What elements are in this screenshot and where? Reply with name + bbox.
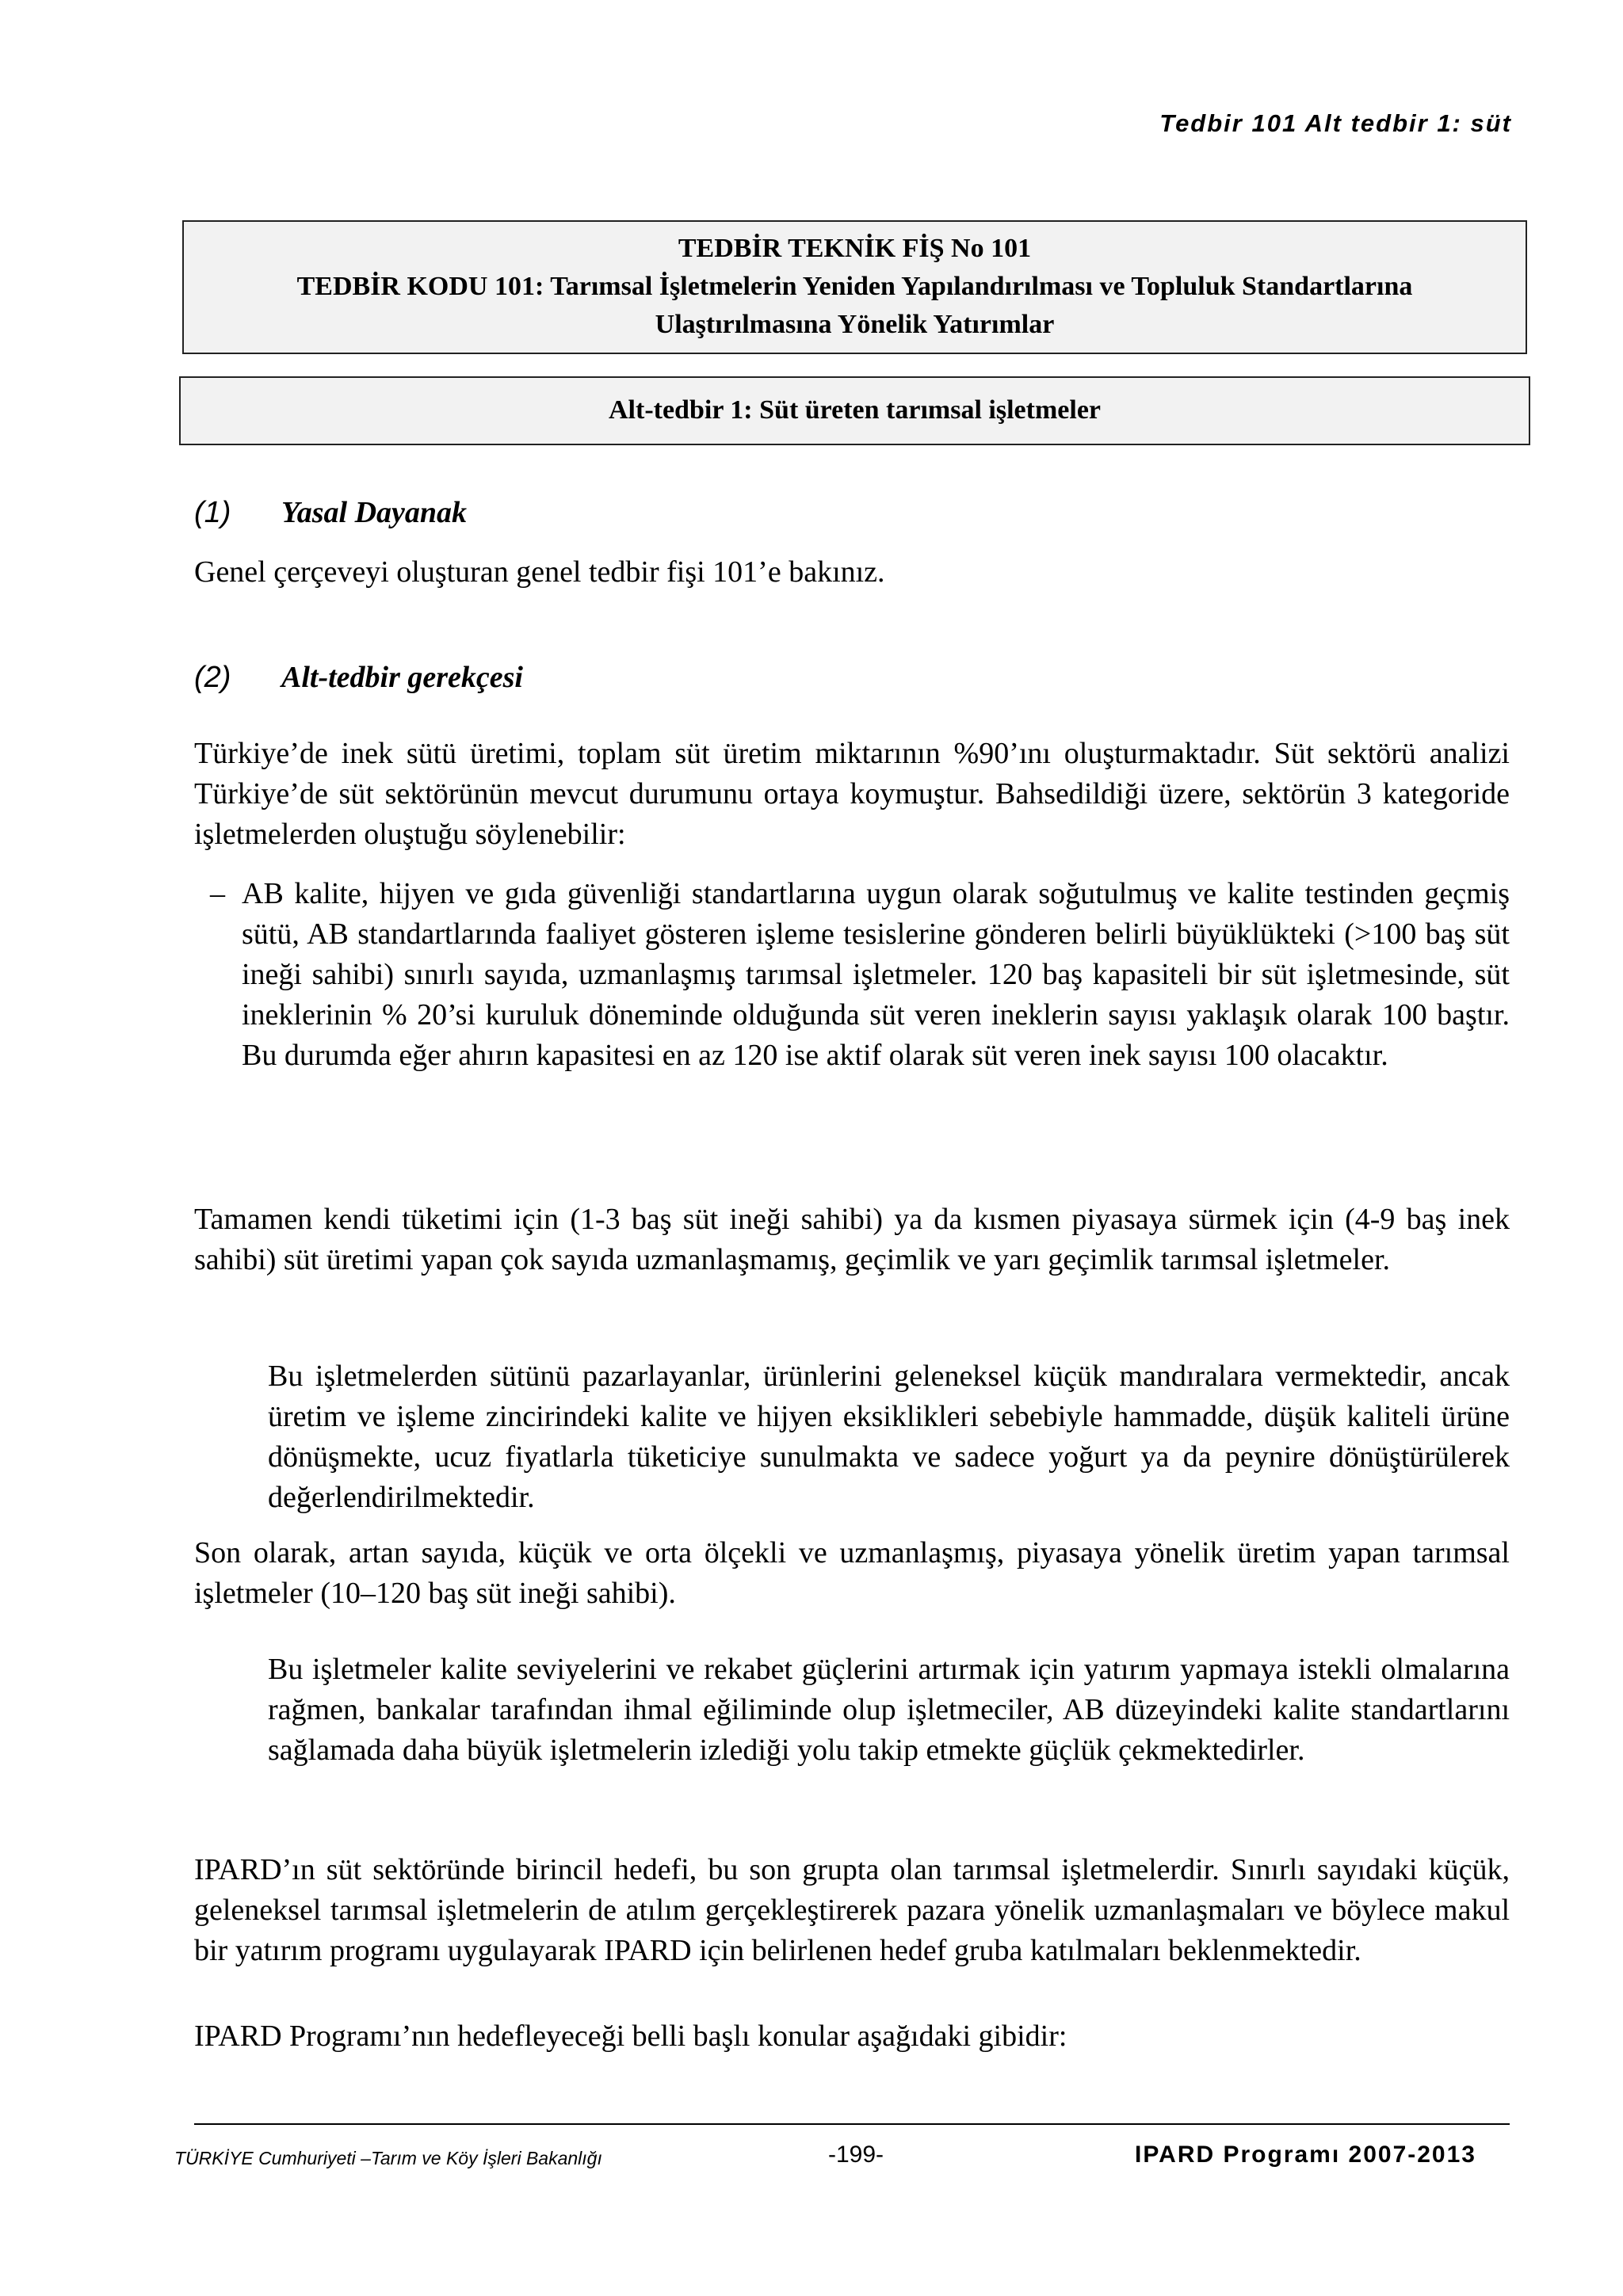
measure-code-title: TEDBİR KODU 101: Tarımsal İşletmelerin Yeniden Yapılandırılması ve Topluluk Standartlarına <box>296 272 1413 301</box>
section-title: Alt-tedbir gerekçesi <box>281 661 523 694</box>
indented-paragraph: Bu işletmelerden sütünü pazarlayanlar, ürünlerini geleneksel küçük mandıralara vermektedir, ancak üretim ve işleme zincirindeki kalite ve hijyen eksiklikleri sebebiyle hammadde, düşük kaliteli ürüne dönüşmekte, ucuz fiyatlarla tüketiciye sunulmakta ve sadece yoğurt ya da peynire dönüştürülerek değerlendirilmektedir. <box>268 1360 1510 1514</box>
footer-program: IPARD Programı 2007-2013 <box>1135 2142 1476 2168</box>
section-title: Yasal Dayanak <box>281 496 468 529</box>
indented-paragraph: Bu işletmeler kalite seviyelerini ve rekabet güçlerini artırmak için yatırım yapmaya istekli olmalarına rağmen, bankalar tarafından ihmal eğiliminde olup işletmeciler, AB düzeyindeki kalite standartlarını sağlamada daha büyük işletmelerin izlediği yolu takip etmekte güçlük çekmektedirler. <box>268 1653 1510 1767</box>
paragraph: IPARD Programı’nın hedefleyeceği belli başlı konular aşağıdaki gibidir: <box>194 2019 1067 2053</box>
paragraph: IPARD’ın süt sektöründe birincil hedefi, bu son grupta olan tarımsal işletmelerdir. Sınırlı sayıdaki küçük, geleneksel tarımsal işletmelerin de atılım gerçekleştirerek pazara yönelik uzmanlaşmaları ve böylece makul bir yatırım programı uygulayarak IPARD için belirlenen hedef gruba katılmaları beklenmektedir. <box>194 1853 1510 1967</box>
measure-code-title-cont: Ulaştırılmasına Yönelik Yatırımlar <box>655 310 1055 339</box>
paragraph: Genel çerçeveyi oluşturan genel tedbir fişi 101’e bakınız. <box>194 555 885 589</box>
section-heading-1 <box>194 495 467 530</box>
section-heading-2 <box>194 660 523 695</box>
running-header: Tedbir 101 Alt tedbir 1: süt <box>1159 109 1512 137</box>
section-number: (2) <box>194 661 231 694</box>
paragraph: Son olarak, artan sayıda, küçük ve orta ölçekli ve uzmanlaşmış, piyasaya yönelik üretim yapan tarımsal işletmeler (10–120 baş süt ineği sahibi). <box>194 1536 1510 1610</box>
sub-measure-box: Alt-tedbir 1: Süt üreten tarımsal işletmeler <box>179 376 1530 445</box>
measure-title-box <box>182 220 1527 354</box>
footer-ministry: TÜRKİYE Cumhuriyeti –Tarım ve Köy İşleri Bakanlığı <box>174 2148 602 2168</box>
paragraph: Tamamen kendi tüketimi için (1-3 baş süt ineği sahibi) ya da kısmen piyasaya sürmek için (4-9 baş inek sahibi) süt üretimi yapan çok sayıda uzmanlaşmamış, geçimlik ve yarı geçimlik tarımsal işletmeler. <box>194 1203 1510 1276</box>
measure-fiche-number: TEDBİR TEKNİK FİŞ No 101 <box>678 234 1032 263</box>
bullet-dash: – <box>210 877 225 910</box>
bullet-text: AB kalite, hijyen ve gıda güvenliği standartlarına uygun olarak soğutulmuş ve kalite testinden geçmiş sütü, AB standartlarında faaliyet gösteren işleme tesislerine gönderen belirli büyüklükteki (>100 baş süt ineği sahibi) sınırlı sayıda, uzmanlaşmış tarımsal işletmeler. 120 baş kapasiteli bir süt işletmesinde, süt ineklerinin % 20’si kuruluk döneminde olduğunda süt veren ineklerin sayısı yaklaşık olarak 100 baştır. Bu durumda eğer ahırın kapasitesi en az 120 ise aktif olarak süt veren inek sayısı 100 olacaktır. <box>242 877 1510 1072</box>
paragraph: Türkiye’de inek sütü üretimi, toplam süt üretim miktarının %90’ını oluşturmaktadır. Süt sektörü analizi Türkiye’de süt sektörünün mevcut durumunu ortaya koymuştur. Bahsedildiği üzere, sektörün 3 kategoride işletmelerden oluştuğu söylenebilir: <box>194 737 1510 851</box>
footer-divider <box>194 2123 1510 2125</box>
section-number: (1) <box>194 496 231 529</box>
page-number: -199- <box>828 2142 884 2168</box>
